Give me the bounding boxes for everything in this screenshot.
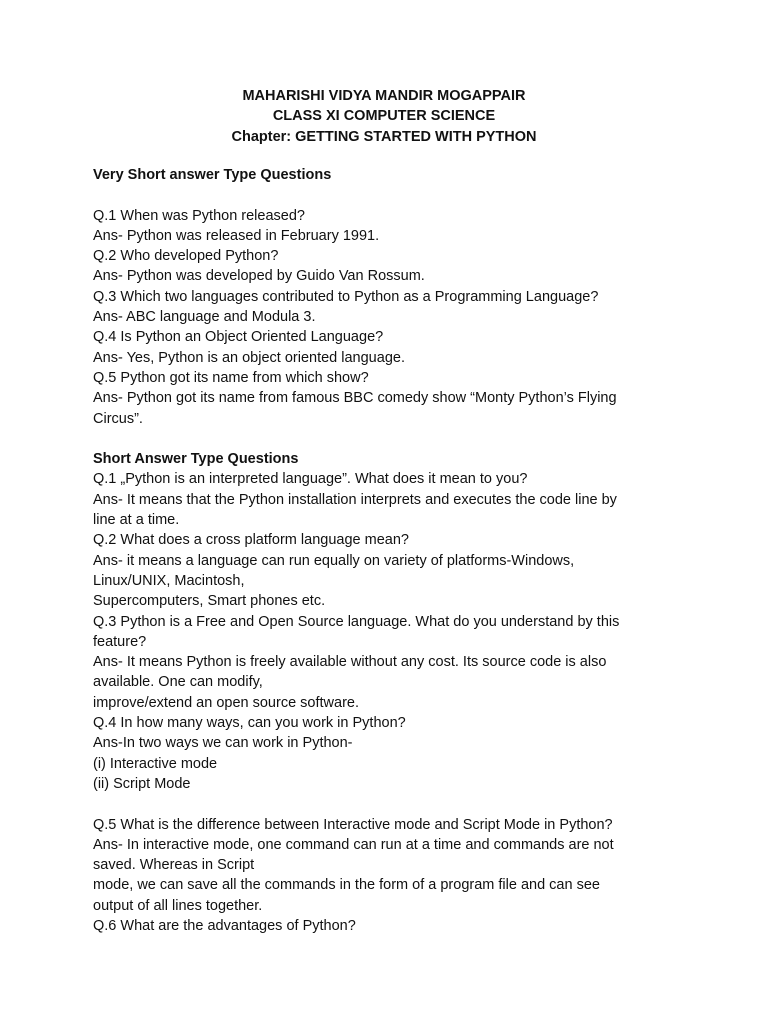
- text-line: improve/extend an open source software.: [93, 694, 359, 711]
- text-line: Circus”.: [93, 410, 143, 427]
- spacer: [93, 794, 683, 814]
- text-line: Q.3 Which two languages contributed to Python as a Programming Language?: [93, 288, 599, 305]
- text-line: Ans- It means that the Python installation interprets and executes the code line by: [93, 491, 617, 508]
- text-line: Ans- Python was developed by Guido Van Rossum.: [93, 268, 425, 285]
- spacer: [93, 185, 683, 205]
- short-qa-list-continued: [93, 815, 683, 937]
- document-body: [93, 165, 683, 936]
- text-line: Ans- It means Python is freely available without any cost. Its source code is also: [93, 654, 607, 671]
- spacer: [93, 429, 683, 449]
- text-line: Q.5 Python got its name from which show?: [93, 369, 369, 386]
- text-line: Q.6 What are the advantages of Python?: [93, 917, 356, 934]
- text-line: Q.2 What does a cross platform language mean?: [93, 532, 409, 549]
- text-line: Ans- it means a language can run equally on variety of platforms-Windows,: [93, 552, 575, 569]
- section-heading-very-short: Very Short answer Type Questions: [93, 167, 332, 183]
- chapter-title: Chapter: GETTING STARTED WITH PYTHON: [231, 129, 537, 145]
- text-line: Ans- In interactive mode, one command can run at a time and commands are not: [93, 836, 614, 853]
- text-line: mode, we can save all the commands in the form of a program file and can see: [93, 877, 600, 894]
- text-line: Q.3 Python is a Free and Open Source language. What do you understand by this: [93, 613, 620, 630]
- text-line: Q.2 Who developed Python?: [93, 248, 279, 265]
- text-line: saved. Whereas in Script: [93, 857, 255, 874]
- text-line: available. One can modify,: [93, 674, 263, 691]
- text-line: Q.5 What is the difference between Interactive mode and Script Mode in Python?: [93, 816, 613, 833]
- text-line: Q.4 In how many ways, can you work in Python?: [93, 715, 406, 732]
- class-title: CLASS XI COMPUTER SCIENCE: [272, 108, 496, 124]
- short-qa-list: [93, 469, 683, 794]
- text-line: output of all lines together.: [93, 897, 263, 914]
- text-line: Q.1 When was Python released?: [93, 207, 305, 224]
- text-line: Q.1 „Python is an interpreted language”. What does it mean to you?: [93, 471, 528, 488]
- text-line: Ans- ABC language and Modula 3.: [93, 309, 316, 326]
- text-line: line at a time.: [93, 512, 180, 529]
- text-line: Ans- Yes, Python is an object oriented language.: [93, 349, 405, 366]
- text-line: Ans- Python was released in February 1991.: [93, 227, 380, 244]
- very-short-qa-list: [93, 206, 683, 429]
- text-line: (i) Interactive mode: [93, 755, 218, 772]
- text-line: feature?: [93, 633, 147, 650]
- section-heading-short: Short Answer Type Questions: [93, 451, 299, 468]
- text-line: Q.4 Is Python an Object Oriented Language?: [93, 329, 384, 346]
- text-line: Ans- Python got its name from famous BBC comedy show “Monty Python’s Flying: [93, 390, 617, 407]
- text-line: Supercomputers, Smart phones etc.: [93, 593, 326, 610]
- school-title: MAHARISHI VIDYA MANDIR MOGAPPAIR: [242, 88, 526, 104]
- text-line: Ans-In two ways we can work in Python-: [93, 735, 353, 752]
- text-line: Linux/UNIX, Macintosh,: [93, 572, 245, 589]
- text-line: (ii) Script Mode: [93, 775, 191, 792]
